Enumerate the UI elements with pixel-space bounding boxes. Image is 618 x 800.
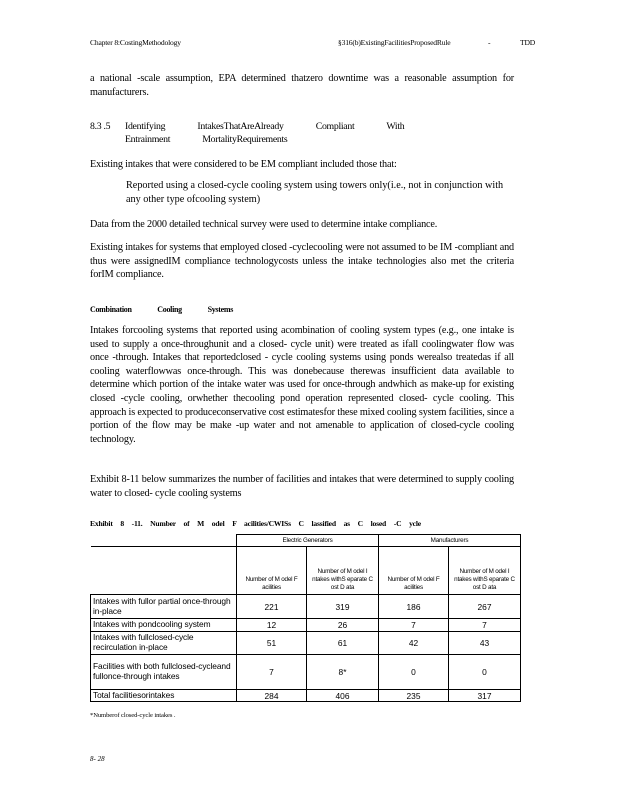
table-row-total [91, 690, 521, 702]
cell-mf-intakes: 7 [449, 619, 521, 632]
bullet-closed-cycle-towers: Reported using a closed-cycle cooling system using towers only(i.e., not in conjunction with any other type ofcooling system) [126, 180, 504, 205]
intro-paragraph: a national -scale assumption, EPA determined thatzero downtime was a reasonable assumption for manufacturers. [90, 73, 514, 98]
para-combination-cooling: Intakes forcooling systems that reported using acombination of cooling system types (e.g., one intake is used to supply a once-throughunit and a closed- cycle unit) were treated as ifall coolingwater flow was once -through. Intakes that reportedclosed - cycle cooling systems using ponds werealso treatedas if all cooling waterflowwas once-through. This was donebecause therewas insufficient data available to determine which portion of the intake water was used for once-through andwhich as make-up for existing closed -cycle cooling, orwhether thecooling pond operation represented closed- cycle cooling. This approach is expected to produceconservative cost estimatesfor these mixed cooling system facilities, since a portion of the flow may be make -up water and not amenable to application of closed-cycle cooling technology. [90, 325, 514, 445]
cell-mf-intakes: 0 [449, 655, 521, 690]
page-number: 8- 28 [90, 755, 105, 763]
table-row [91, 655, 521, 690]
col-mf-model-facilities: Number of M odel F acilities [379, 547, 449, 595]
cell-eg-intakes: 8* [307, 655, 379, 690]
table-footnote: *Numberof closed-cycle intakes . [90, 712, 176, 719]
row-label: Facilities with both fullclosed-cycleand fullonce-through intakes [91, 655, 237, 690]
section-title-line1: Identifying IntakesThatAreAlready Compliant With [125, 121, 405, 132]
cell-eg-facilities: 12 [237, 619, 307, 632]
cell-mf-intakes: 43 [449, 632, 521, 655]
section-number: 8.3 .5 [90, 121, 111, 132]
para-existing-intakes: Existing intakes that were considered to be EM compliant included those that: [90, 159, 397, 170]
group-manufacturers: Manufacturers [379, 535, 521, 547]
cell-eg-intakes: 319 [307, 595, 379, 619]
table-row [91, 595, 521, 619]
group-electric-generators: Electric Generators [237, 535, 379, 547]
section-title-line2: Entrainment MortalityRequirements [125, 134, 288, 145]
cell-eg-facilities: 7 [237, 655, 307, 690]
row-label: Intakes with fullclosed-cycle recirculation in-place [91, 632, 237, 655]
row-label: Intakes with fullor partial once-through in-place [91, 595, 237, 619]
subheading-combination-cooling: Combination Cooling Systems [90, 305, 234, 314]
cell-mf-facilities: 7 [379, 619, 449, 632]
para-exhibit-summary: Exhibit 8-11 below summarizes the number of facilities and intakes that were determined to supply cooling water to closed- cycle cooling systems [90, 474, 514, 499]
header-chapter: Chapter 8:CostingMethodology [90, 38, 181, 47]
table-group-header-row [91, 535, 521, 547]
cell-mf-facilities: 0 [379, 655, 449, 690]
cell-mf-facilities: 235 [379, 690, 449, 702]
para-survey-data: Data from the 2000 detailed technical survey were used to determine intake compliance. [90, 219, 438, 230]
cell-mf-intakes: 317 [449, 690, 521, 702]
cell-eg-intakes: 61 [307, 632, 379, 655]
cell-mf-facilities: 186 [379, 595, 449, 619]
table-label-header-cell [91, 547, 237, 595]
row-label: Intakes with pondcooling system [91, 619, 237, 632]
col-eg-model-intakes: Number of M odel I ntakes withS eparate C ost D ata [307, 547, 379, 595]
col-eg-model-facilities: Number of M odel F acilities [237, 547, 307, 595]
cell-mf-intakes: 267 [449, 595, 521, 619]
table-column-header-row [91, 547, 521, 595]
cell-eg-intakes: 406 [307, 690, 379, 702]
row-label: Total facilitiesorintakes [91, 690, 237, 702]
cell-eg-facilities: 51 [237, 632, 307, 655]
para-im-compliance: Existing intakes for systems that employed closed -cyclecooling were not assumed to be IM -compliant and thus were assignedIM compliance technologycosts unless the intake technologies also met the criteria forIM compliance. [90, 242, 514, 281]
table-row [91, 632, 521, 655]
cell-eg-facilities: 221 [237, 595, 307, 619]
cell-eg-facilities: 284 [237, 690, 307, 702]
header-document-type: TDD [520, 38, 536, 47]
cell-eg-intakes: 26 [307, 619, 379, 632]
table-corner-cell [91, 535, 237, 547]
header-dash: - [488, 38, 491, 47]
cell-mf-facilities: 42 [379, 632, 449, 655]
col-mf-model-intakes: Number of M odel I ntakes withS eparate C ost D ata [449, 547, 521, 595]
exhibit-table [90, 534, 521, 702]
header-rule-title: §316(b)ExistingFacilitiesProposedRule [338, 38, 451, 47]
table-row [91, 619, 521, 632]
exhibit-caption: Exhibit 8 -11. Number of M odel F acilities/CWISs C lassified as C losed -C ycle [90, 519, 421, 528]
